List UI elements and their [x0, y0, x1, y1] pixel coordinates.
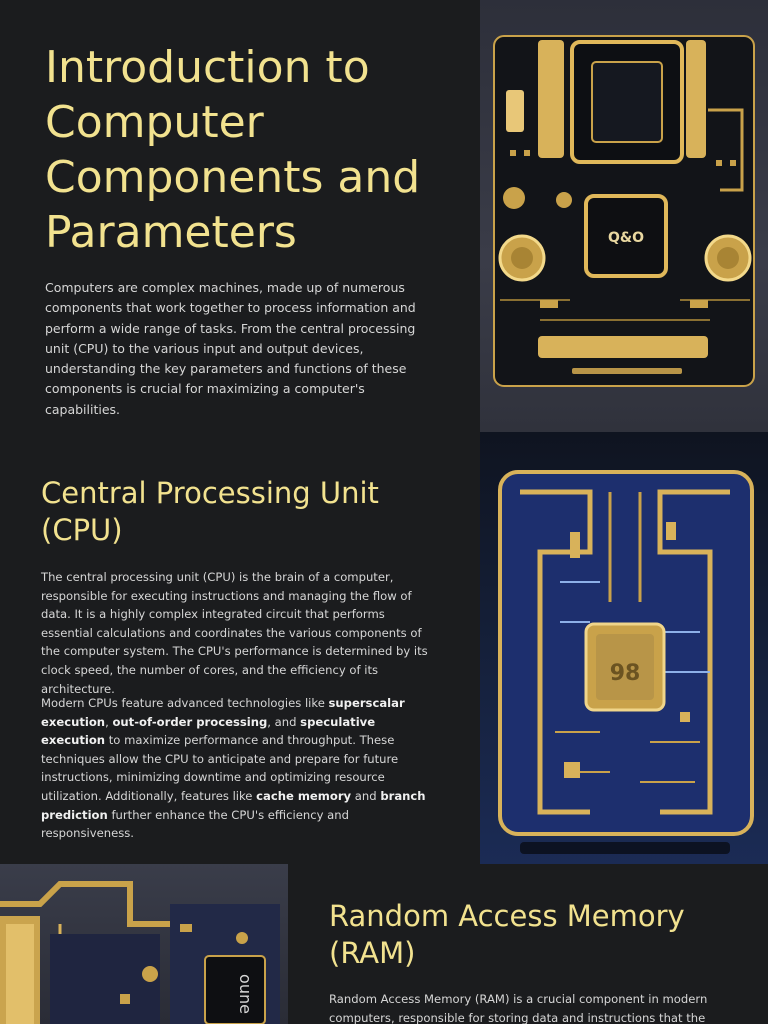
ram-chip-label: oune [236, 974, 255, 1014]
ram-body: Random Access Memory (RAM) is a crucial component in modern computers, responsible for storing data and instructions that the [329, 992, 708, 1024]
cpu-text-run: to maximize performance and throughput. These techniques allow the CPU to anticipate and prepare for future instructions, minimizing downtime and optimizing resource utilization. Additionally, features like [41, 733, 399, 803]
memory-circuit-illustration [0, 864, 288, 1024]
cpu-chip-label: Q&O [607, 230, 645, 246]
cpu-body-paragraph-1: The central processing unit (CPU) is the brain of a computer, responsible for executing instructions and managing the flow of data. It is a highly complex integrated circuit that performs essential calculations and coordinates the various components of the computer system. The CPU's performance is determined by its clock speed, the number of cores, and the efficiency of its architecture. [41, 570, 428, 696]
cpu-body-paragraph-2 [41, 694, 436, 843]
cpu-text-run: Modern CPUs feature advanced technologies like [41, 696, 329, 710]
blue-circuit-illustration [480, 432, 768, 864]
circuit-board-image-memory [0, 864, 288, 1024]
cpu-text-run: and [351, 788, 381, 803]
cpu-text-run: further enhance the CPU's efficiency and responsiveness. [41, 807, 349, 841]
cpu-term-superscalar: superscalar execution [41, 696, 405, 729]
circuit-board-image-gold [480, 0, 768, 432]
circuit-board-illustration [480, 0, 768, 432]
intro-title: Introduction to Computer Components and Parameters [45, 42, 421, 258]
ram-title: Random Access Memory (RAM) [329, 899, 685, 970]
cpu-chip-label: 98 [609, 661, 641, 686]
cpu-title: Central Processing Unit (CPU) [41, 476, 379, 547]
circuit-board-image-blue [480, 432, 768, 864]
cpu-term-branch-prediction: branch prediction [41, 788, 426, 822]
cpu-text-run: , and [267, 714, 301, 729]
intro-body: Computers are complex machines, made up of numerous components that work together to process information and perform a wide range of tasks. From the central processing unit (CPU) to the various input and output devices, understanding the key parameters and functions of these components is crucial for maximizing a computer's capabilities. [45, 280, 416, 417]
cpu-text-run: , [105, 714, 113, 729]
cpu-term-out-of-order: out-of-order processing [112, 714, 268, 729]
cpu-term-cache-memory: cache memory [256, 788, 352, 803]
cpu-term-speculative: speculative execution [41, 714, 376, 748]
